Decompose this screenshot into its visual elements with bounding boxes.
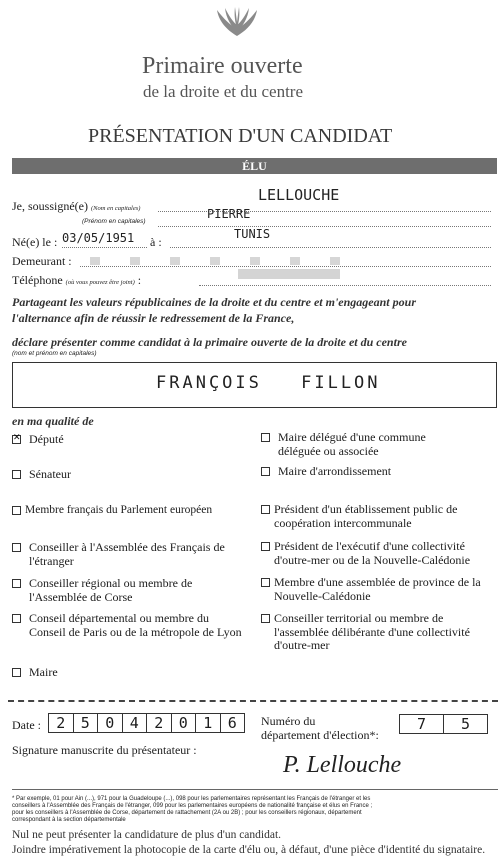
statement-line1: Partageant les valeurs républicaines de la droite et du centre et m'engageant pour bbox=[12, 295, 416, 309]
a-label: à : bbox=[150, 235, 162, 249]
separator-dashed bbox=[8, 700, 498, 702]
form-title: PRÉSENTATION D'UN CANDIDAT bbox=[88, 125, 393, 147]
checkbox-senateur[interactable] bbox=[12, 470, 21, 479]
primaire-logo-icon bbox=[213, 6, 261, 40]
digit-cell[interactable]: 0 bbox=[97, 714, 122, 732]
departement-digit-boxes[interactable] bbox=[399, 714, 488, 734]
signature-label: Signature manuscrite du présentateur : bbox=[12, 743, 197, 757]
checkbox-president-executif[interactable] bbox=[261, 542, 270, 551]
option-conseiller-territorial: Conseiller territorial ou membre de l'assemblée délibérante d'une collectivité d'outre-mer bbox=[274, 611, 470, 652]
demeurant-label: Demeurant : bbox=[12, 254, 72, 268]
option-depute: Député bbox=[29, 432, 64, 446]
date-digit-boxes[interactable] bbox=[48, 713, 245, 733]
address-redacted bbox=[90, 257, 350, 265]
candidate-value: FRANÇOIS FILLON bbox=[156, 373, 381, 393]
naissance-date-value[interactable]: 03/05/1951 bbox=[62, 231, 135, 245]
date-label: Date : bbox=[12, 718, 41, 732]
option-president-executif: Président de l'exécutif d'une collectivité d'outre-mer ou de la Nouvelle-Calédonie bbox=[274, 539, 471, 567]
digit-cell[interactable]: 2 bbox=[48, 714, 73, 732]
checkbox-maire-delegue[interactable] bbox=[261, 433, 270, 442]
footnote-line4: correspondant à la section départementale bbox=[12, 817, 126, 823]
option-maire-arrondissement: Maire d'arrondissement bbox=[278, 464, 392, 478]
footnote-line1: * Par exemple, 01 pour Ain (...), 971 pour la Guadeloupe (...), 098 pour les parlementaires représentant les Français de l'étranger et les bbox=[12, 796, 371, 802]
digit-cell[interactable]: 4 bbox=[122, 714, 147, 732]
checkbox-conseil-departemental[interactable] bbox=[12, 614, 21, 623]
checkbox-membre-assemblee-province[interactable] bbox=[261, 578, 270, 587]
digit-cell[interactable]: 6 bbox=[220, 714, 245, 732]
digit-cell[interactable]: 2 bbox=[146, 714, 171, 732]
checkbox-conseiller-territorial[interactable] bbox=[261, 614, 270, 623]
statement-line2: l'alternance afin de réussir le redressement de la France, bbox=[12, 311, 295, 325]
telephone-label: Téléphone (où vous pouvez être joint) : bbox=[12, 273, 142, 287]
notice-single-candidate: Nul ne peut présenter la candidature de plus d'un candidat. bbox=[12, 829, 282, 841]
option-conseil-departemental: Conseil départemental ou membre du Conseil de Paris ou de la métropole de Lyon bbox=[29, 611, 242, 639]
footnote-line3: pour les conseillers à l'Assemblée de Corse, département de rattachement (2A ou 2B) ; pour les conseillers régionaux, département bbox=[12, 810, 362, 816]
digit-cell[interactable]: 5 bbox=[73, 714, 98, 732]
digit-cell[interactable]: 0 bbox=[171, 714, 196, 732]
departement-label-1: Numéro du bbox=[261, 714, 316, 728]
departement-label-2: département d'élection*: bbox=[261, 728, 379, 742]
ne-label: Né(e) le : bbox=[12, 235, 58, 249]
checkbox-depute[interactable] bbox=[12, 435, 21, 444]
option-membre-assemblee-province: Membre d'une assemblée de province de la Nouvelle-Calédonie bbox=[274, 575, 481, 603]
digit-cell[interactable]: 7 bbox=[399, 715, 443, 733]
elu-band bbox=[12, 158, 497, 174]
notice-photocopy: Joindre impérativement la photocopie de la carte d'élu ou, à défaut, d'une pièce d'identité du signataire. bbox=[12, 844, 486, 856]
checkbox-conseiller-regional[interactable] bbox=[12, 579, 21, 588]
footnote-rule bbox=[12, 789, 498, 790]
checkbox-president-epci[interactable] bbox=[261, 505, 270, 514]
digit-cell[interactable]: 5 bbox=[443, 715, 487, 733]
naissance-lieu-value[interactable]: TUNIS bbox=[234, 227, 271, 241]
soussigne-label: Je, soussigné(e) (Nom en capitales) bbox=[12, 199, 141, 213]
footnote-line2: conseillers à l'Assemblée des Français de l'étranger, 099 pour les parlementaires européens de nationalité française et élus en France ; bbox=[12, 803, 373, 809]
elu-band-label: ÉLU bbox=[242, 159, 267, 173]
option-parlement-europeen: Membre français du Parlement européen bbox=[25, 504, 213, 516]
checkbox-maire[interactable] bbox=[12, 668, 21, 677]
phone-redacted bbox=[238, 269, 340, 279]
option-conseiller-afe: Conseiller à l'Assemblée des Français de l'étranger bbox=[29, 540, 225, 568]
qualite-label: en ma qualité de bbox=[12, 414, 94, 428]
candidate-box[interactable] bbox=[12, 362, 497, 408]
title-subtitle: de la droite et du centre bbox=[143, 82, 304, 101]
option-maire: Maire bbox=[29, 665, 58, 679]
option-president-epci: Président d'un établissement public de coopération intercommunale bbox=[274, 502, 458, 530]
option-conseiller-regional: Conseiller régional ou membre de l'Assemblée de Corse bbox=[29, 576, 193, 604]
option-senateur: Sénateur bbox=[29, 467, 71, 481]
prenom-value[interactable]: PIERRE bbox=[207, 207, 251, 221]
nom-value[interactable]: LELLOUCHE bbox=[258, 186, 340, 204]
digit-cell[interactable]: 1 bbox=[195, 714, 220, 732]
checkbox-maire-arrondissement[interactable] bbox=[261, 467, 270, 476]
option-maire-delegue: Maire délégué d'une commune déléguée ou associée bbox=[278, 430, 426, 458]
candidate-hint: (nom et prénom en capitales) bbox=[12, 350, 97, 357]
checkbox-conseiller-afe[interactable] bbox=[12, 543, 21, 552]
signature-value[interactable]: P. Lellouche bbox=[283, 752, 402, 778]
prenom-hint: (Prénom en capitales) bbox=[82, 218, 146, 225]
title-primaire: Primaire ouverte bbox=[142, 53, 303, 79]
checkbox-parlement-europeen[interactable] bbox=[12, 506, 21, 515]
statement-line3: déclare présenter comme candidat à la primaire ouverte de la droite et du centre bbox=[12, 335, 407, 349]
